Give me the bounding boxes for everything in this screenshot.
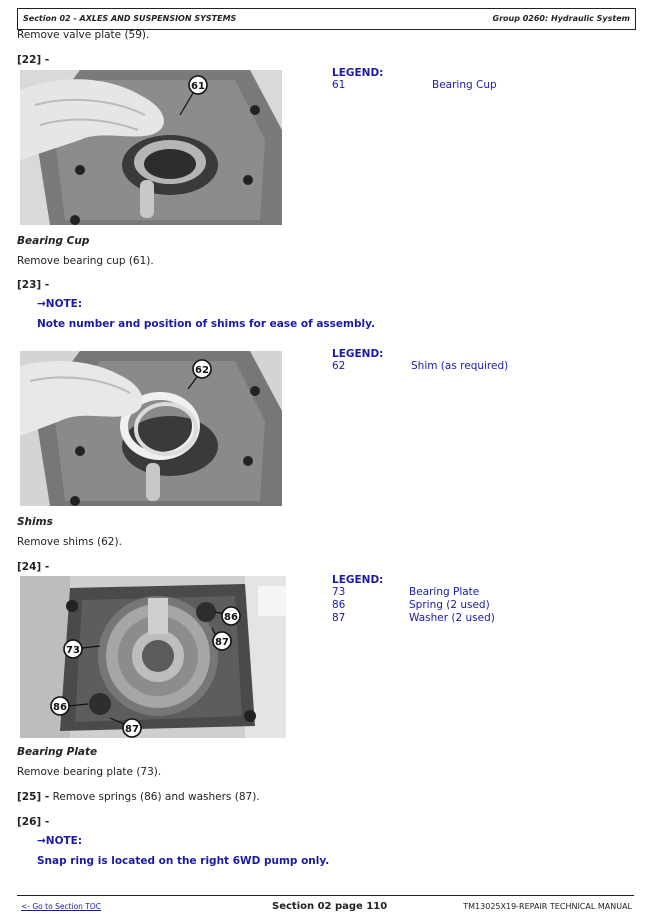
step-24-text: Remove bearing plate (73). bbox=[17, 766, 162, 778]
legend-1-desc: Bearing Cup bbox=[432, 79, 497, 91]
step-24-caption: Bearing Plate bbox=[17, 746, 98, 758]
page-header bbox=[17, 8, 636, 30]
step-23-note-text: Note number and position of shims for ease of assembly. bbox=[37, 318, 375, 330]
shims-photo bbox=[20, 351, 282, 506]
callout-61: 61 bbox=[191, 81, 205, 92]
step-25 bbox=[17, 791, 260, 803]
step-22-label: [22] - bbox=[17, 54, 50, 66]
step-23-note-label: →NOTE: bbox=[37, 298, 83, 310]
callout-62: 62 bbox=[195, 365, 209, 376]
step-23-label: [23] - bbox=[17, 279, 50, 291]
legend-3-num: 87 bbox=[332, 612, 346, 624]
header-section: Section 02 - AXLES AND SUSPENSION SYSTEMS bbox=[23, 14, 237, 23]
legend-1-item bbox=[332, 79, 532, 93]
legend-3-desc: Bearing Plate bbox=[409, 586, 480, 598]
page-number: Section 02 page 110 bbox=[272, 901, 388, 912]
step-24-label: [24] - bbox=[17, 561, 50, 573]
callout-87-bottom: 87 bbox=[125, 724, 139, 735]
legend-3-desc: Spring (2 used) bbox=[409, 599, 490, 611]
legend-3-item bbox=[332, 612, 532, 625]
step-22-text: Remove bearing cup (61). bbox=[17, 255, 154, 267]
legend-3-num: 86 bbox=[332, 599, 346, 611]
step-25-text: Remove springs (86) and washers (87). bbox=[52, 791, 260, 803]
step-26-note-label: →NOTE: bbox=[37, 835, 83, 847]
legend-2-title: LEGEND: bbox=[332, 348, 384, 360]
legend-2-desc: Shim (as required) bbox=[411, 360, 509, 372]
callout-86-bottom: 86 bbox=[53, 702, 67, 713]
legend-3-item bbox=[332, 599, 532, 612]
step-23-caption: Shims bbox=[17, 516, 53, 528]
step-22-caption: Bearing Cup bbox=[17, 235, 90, 247]
header-group: Group 0260: Hydraulic System bbox=[492, 14, 630, 23]
legend-3-num: 73 bbox=[332, 586, 346, 598]
callout-87-top: 87 bbox=[215, 637, 229, 648]
legend-2-num: 62 bbox=[332, 360, 346, 372]
legend-1-num: 61 bbox=[332, 79, 346, 91]
legend-3-item bbox=[332, 586, 532, 599]
legend-3-title: LEGEND: bbox=[332, 574, 384, 586]
legend-1 bbox=[332, 67, 532, 93]
legend-3-desc: Washer (2 used) bbox=[409, 612, 495, 624]
legend-2-item bbox=[332, 360, 532, 374]
step-26-note-text: Snap ring is located on the right 6WD pump only. bbox=[37, 855, 330, 867]
bearing-cup-photo bbox=[20, 70, 282, 225]
step-25-label: [25] - bbox=[17, 791, 50, 803]
legend-3 bbox=[332, 574, 532, 625]
step-26-label: [26] - bbox=[17, 816, 50, 828]
section-toc-link[interactable]: <- Go to Section TOC bbox=[21, 902, 102, 911]
legend-1-title: LEGEND: bbox=[332, 67, 384, 79]
step-21-text: Remove valve plate (59). bbox=[17, 29, 150, 41]
bearing-plate-photo bbox=[20, 576, 286, 738]
callout-73: 73 bbox=[66, 645, 80, 656]
step-23-text: Remove shims (62). bbox=[17, 536, 122, 548]
legend-2 bbox=[332, 348, 532, 374]
callout-86-top: 86 bbox=[224, 612, 238, 623]
manual-title: TM13025X19-REPAIR TECHNICAL MANUAL bbox=[463, 902, 632, 911]
page-footer bbox=[17, 895, 634, 912]
